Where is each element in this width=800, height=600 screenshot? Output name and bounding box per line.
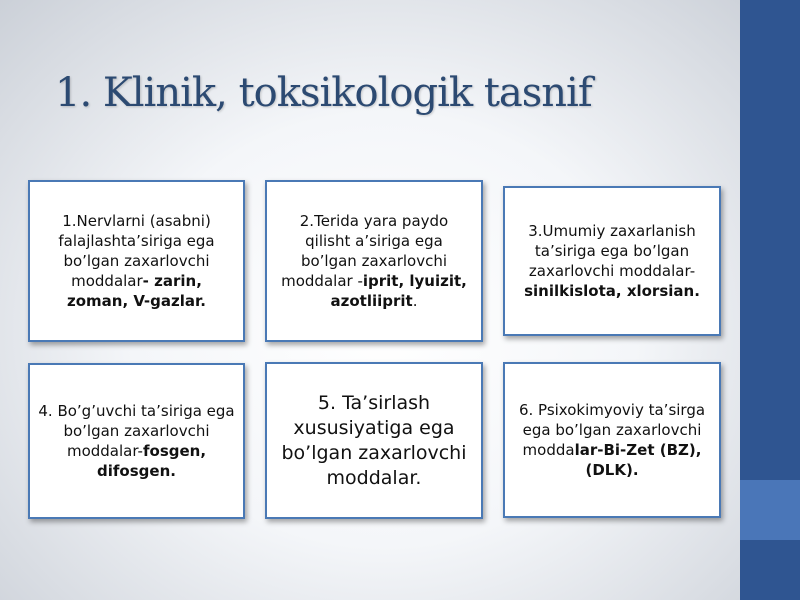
card-text <box>513 221 711 301</box>
card-text <box>38 211 235 311</box>
card-text <box>275 211 473 311</box>
category-card-4 <box>28 363 245 519</box>
card-text <box>38 401 235 481</box>
category-card-6 <box>503 362 721 518</box>
card-body: 1.Nervlarni (asabni) falajlashta’siriga ega bo’lgan zaxarlovchi moddalar <box>58 212 215 290</box>
card-examples: iprit, lyuizit, azotliiprit <box>330 272 467 310</box>
card-text <box>275 391 473 491</box>
card-examples: fosgen, difosgen. <box>97 442 207 480</box>
slide-title: 1. Klinik, toksikologik tasnif <box>55 70 592 116</box>
card-body: 6. Psixokimyoviy ta’sirga ega bo’lgan zaxarlovchi modda <box>518 401 706 459</box>
category-card-2 <box>265 180 483 342</box>
card-body: 4. Bo’g’uvchi ta’siriga ega bo’lgan zaxarlovchi moddalar- <box>38 402 235 460</box>
card-examples: sinilkislota, xlorsian. <box>524 282 700 300</box>
card-body: 3.Umumiy zaxarlanish ta’siriga ega bo’lgan zaxarlovchi moddalar- <box>528 222 696 280</box>
side-accent-bar <box>740 0 800 600</box>
card-tail: . <box>412 292 418 310</box>
card-text <box>513 400 711 480</box>
category-card-5 <box>265 362 483 519</box>
card-examples: - zarin, zoman, V-gazlar. <box>67 272 206 310</box>
category-card-3 <box>503 186 721 336</box>
side-accent-block <box>740 480 800 540</box>
card-examples: lar-Bi-Zet (BZ), (DLK). <box>574 441 702 479</box>
card-body: 5. Ta’sirlash xususiyatiga ega bo’lgan zaxarlovchi moddalar. <box>281 391 467 489</box>
category-card-1 <box>28 180 245 342</box>
card-body: 2.Terida yara paydo qilisht a’siriga ega bo’lgan zaxarlovchi moddalar - <box>281 212 449 290</box>
